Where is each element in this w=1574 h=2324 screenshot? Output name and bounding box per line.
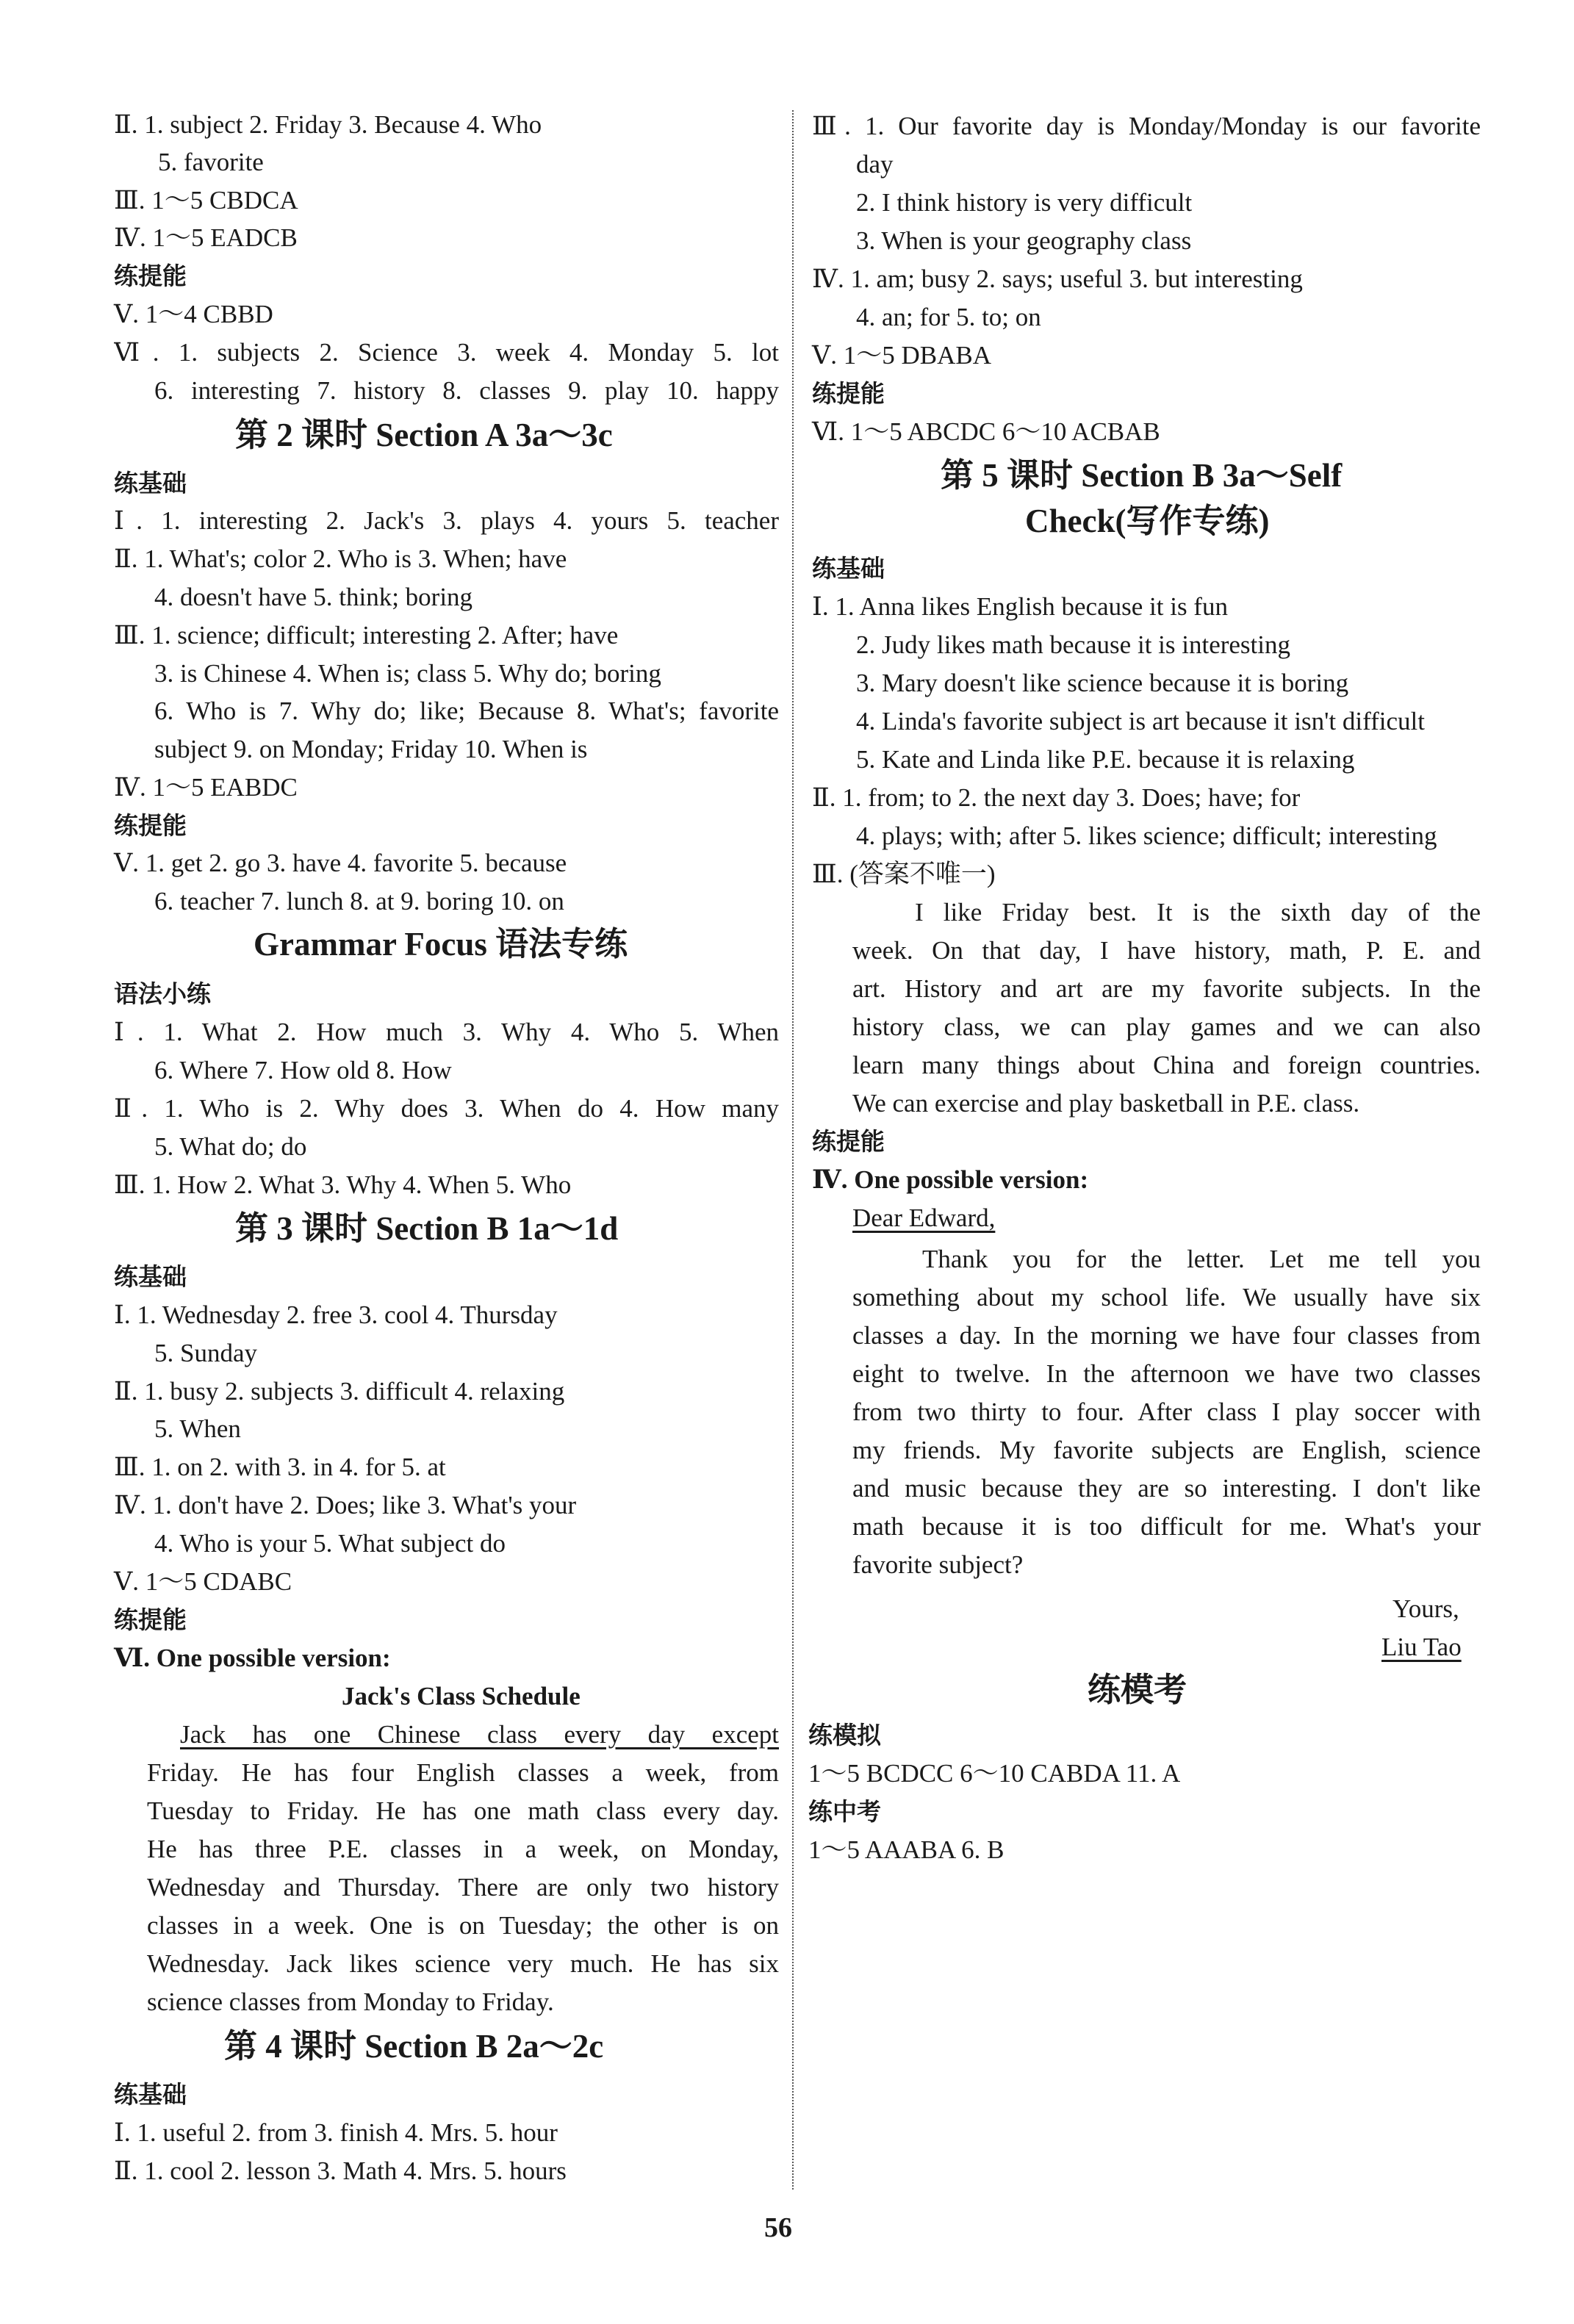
section-heading: Check(写作专练) [1025,503,1270,539]
answer-line: and music because they are so interesting. I don't like [852,1474,1481,1503]
answer-line: Ⅰ. 1. Wednesday 2. free 3. cool 4. Thursday [114,1300,558,1329]
answer-line: week. On that day, I have history, math, P. E. and [852,936,1481,965]
subsection-label: 练提能 [812,1127,885,1156]
answer-line: 3. Mary doesn't like science because it is boring [856,669,1349,697]
answer-line: Ⅱ. 1. Who is 2. Why does 3. When do 4. How many [114,1094,779,1123]
answer-line: Jack's Class Schedule [342,1682,581,1710]
section-heading: 第 4 课时 Section B 2a～2c [224,2028,604,2065]
answer-line: 4. Linda's favorite subject is art because it isn't difficult [856,707,1425,735]
section-heading: Grammar Focus 语法专练 [254,926,628,963]
answer-line: Ⅰ. 1. interesting 2. Jack's 3. plays 4. yours 5. teacher [114,506,779,535]
answer-line: Wednesday. Jack likes science very much. He has six [147,1949,779,1978]
subsection-label: 练模拟 [808,1721,881,1749]
answer-line: Ⅲ. 1. science; difficult; interesting 2. After; have [114,621,619,650]
answer-line: 1～5 BCDCC 6～10 CABDA 11. A [808,1759,1181,1788]
answer-line: Ⅲ. 1. How 2. What 3. Why 4. When 5. Who [114,1170,572,1199]
answer-line: art. History and art are my favorite subjects. In the [852,974,1481,1003]
answer-line: Ⅱ. 1. from; to 2. the next day 3. Does; have; for [812,783,1301,812]
answer-line: classes a day. In the morning we have four classes from [852,1321,1481,1350]
answer-line: 4. an; for 5. to; on [856,303,1041,331]
answer-line: 4. Who is your 5. What subject do [154,1529,506,1558]
subsection-label: 练提能 [114,811,187,840]
answer-line: Ⅵ. One possible version: [114,1644,391,1672]
answer-line: Ⅱ. 1. busy 2. subjects 3. difficult 4. relaxing [114,1377,565,1406]
answer-line: history class, we can play games and we can also [852,1012,1481,1041]
answer-line: Ⅴ. 1. get 2. go 3. have 4. favorite 5. because [114,849,567,877]
answer-line: Ⅱ. 1. cool 2. lesson 3. Math 4. Mrs. 5. hours [114,2156,567,2185]
section-heading: 第 2 课时 Section A 3a～3c [235,417,613,453]
answer-line: 5. When [154,1414,241,1443]
answer-line: Ⅳ. 1～5 EABDC [114,773,298,802]
answer-line: from two thirty to four. After class I play soccer with [852,1397,1481,1426]
answer-line: Jack has one Chinese class every day except [180,1720,779,1749]
answer-line: We can exercise and play basketball in P.E. class. [852,1089,1360,1118]
answer-line: 3. When is your geography class [856,226,1192,255]
answer-line: I like Friday best. It is the sixth day of the [915,898,1481,927]
subsection-label: 练中考 [808,1797,881,1826]
answer-line: Ⅰ. 1. useful 2. from 3. finish 4. Mrs. 5. hour [114,2118,558,2147]
answer-line: 5. What do; do [154,1132,307,1161]
answer-line: Ⅲ. (答案不唯一) [812,860,996,888]
subsection-label: 语法小练 [114,979,211,1008]
answer-line: day [856,150,894,179]
answer-line: subject 9. on Monday; Friday 10. When is [154,735,588,763]
answer-line: favorite subject? [852,1550,1024,1579]
subsection-label: 练提能 [114,262,187,290]
answer-line: learn many things about China and foreign countries. [852,1051,1481,1079]
answer-line: Ⅰ. 1. Anna likes English because it is fun [812,592,1228,621]
subsection-label: 练基础 [114,469,187,497]
answer-line: 6. Who is 7. Why do; like; Because 8. What's; favorite [154,697,779,725]
answer-line: Ⅲ. 1. on 2. with 3. in 4. for 5. at [114,1453,446,1481]
answer-line: 6. interesting 7. history 8. classes 9. play 10. happy [154,376,779,405]
answer-line: Ⅴ. 1～4 CBBD [114,300,273,328]
answer-line: Ⅴ. 1～5 CDABC [114,1567,292,1596]
answer-line: Ⅵ. 1. subjects 2. Science 3. week 4. Monday 5. lot [114,338,779,367]
subsection-label: 练提能 [812,379,885,408]
answer-line: something about my school life. We usually have six [852,1283,1481,1312]
answer-line: 2. I think history is very difficult [856,188,1193,217]
answer-line: 4. plays; with; after 5. likes science; difficult; interesting [856,821,1437,850]
answer-line: 5. Kate and Linda like P.E. because it is relaxing [856,745,1355,774]
answer-line: 4. doesn't have 5. think; boring [154,583,473,611]
subsection-label: 练基础 [114,1262,187,1291]
subsection-label: 练基础 [114,2080,187,2109]
answer-line: Ⅳ. 1～5 EADCB [114,223,298,252]
subsection-label: 练提能 [114,1605,187,1634]
answer-line: Ⅳ. 1. don't have 2. Does; like 3. What's your [114,1491,577,1519]
answer-line: Friday. He has four English classes a week, from [147,1758,779,1787]
answer-line: 3. is Chinese 4. When is; class 5. Why do; boring [154,659,661,688]
section-heading: 第 3 课时 Section B 1a～1d [235,1210,619,1247]
answer-line: 6. teacher 7. lunch 8. at 9. boring 10. on [154,887,564,915]
answer-line: Ⅵ. 1～5 ABCDC 6～10 ACBAB [812,417,1160,446]
answer-line: Liu Tao [1381,1633,1462,1661]
answer-line: He has three P.E. classes in a week, on Monday, [147,1835,779,1863]
answer-line: Ⅲ. 1. Our favorite day is Monday/Monday is our favorite [812,112,1481,140]
answer-line: Ⅱ. 1. What's; color 2. Who is 3. When; have [114,544,567,573]
answer-line: Ⅱ. 1. subject 2. Friday 3. Because 4. Who [114,110,542,139]
answer-line: Ⅰ. 1. What 2. How much 3. Why 4. Who 5. When [114,1018,779,1046]
answer-line: 5. favorite [158,148,264,176]
answer-line: Dear Edward, [852,1204,996,1232]
answer-line: Thank you for the letter. Let me tell you [922,1245,1481,1273]
answer-line: Ⅳ. 1. am; busy 2. says; useful 3. but interesting [812,265,1303,293]
subsection-label: 练基础 [812,554,885,583]
answer-line: Ⅳ. One possible version: [812,1165,1089,1194]
answer-line: Tuesday to Friday. He has one math class every day. [147,1796,779,1825]
answer-line: 6. Where 7. How old 8. How [154,1056,452,1084]
section-heading: 练模考 [1088,1672,1187,1708]
answer-line: classes in a week. One is on Tuesday; the other is on [147,1911,779,1940]
column-divider [792,110,794,2190]
answer-line: eight to twelve. In the afternoon we have two classes [852,1359,1481,1388]
answer-line: science classes from Monday to Friday. [147,1987,554,2016]
answer-line: Wednesday and Thursday. There are only two history [147,1873,779,1902]
answer-line: 2. Judy likes math because it is interesting [856,630,1291,659]
answer-line: 1～5 AAABA 6. B [808,1835,1005,1864]
answer-line: math because it is too difficult for me. What's your [852,1512,1481,1541]
answer-line: Ⅴ. 1～5 DBABA [812,341,992,370]
section-heading: 第 5 课时 Section B 3a～Self [941,457,1343,494]
page-number: 56 [764,2212,792,2243]
answer-line: my friends. My favorite subjects are English, science [852,1436,1481,1464]
answer-line: Yours, [1392,1594,1459,1623]
answer-line: 5. Sunday [154,1339,257,1367]
answer-line: Ⅲ. 1～5 CBDCA [114,186,298,215]
